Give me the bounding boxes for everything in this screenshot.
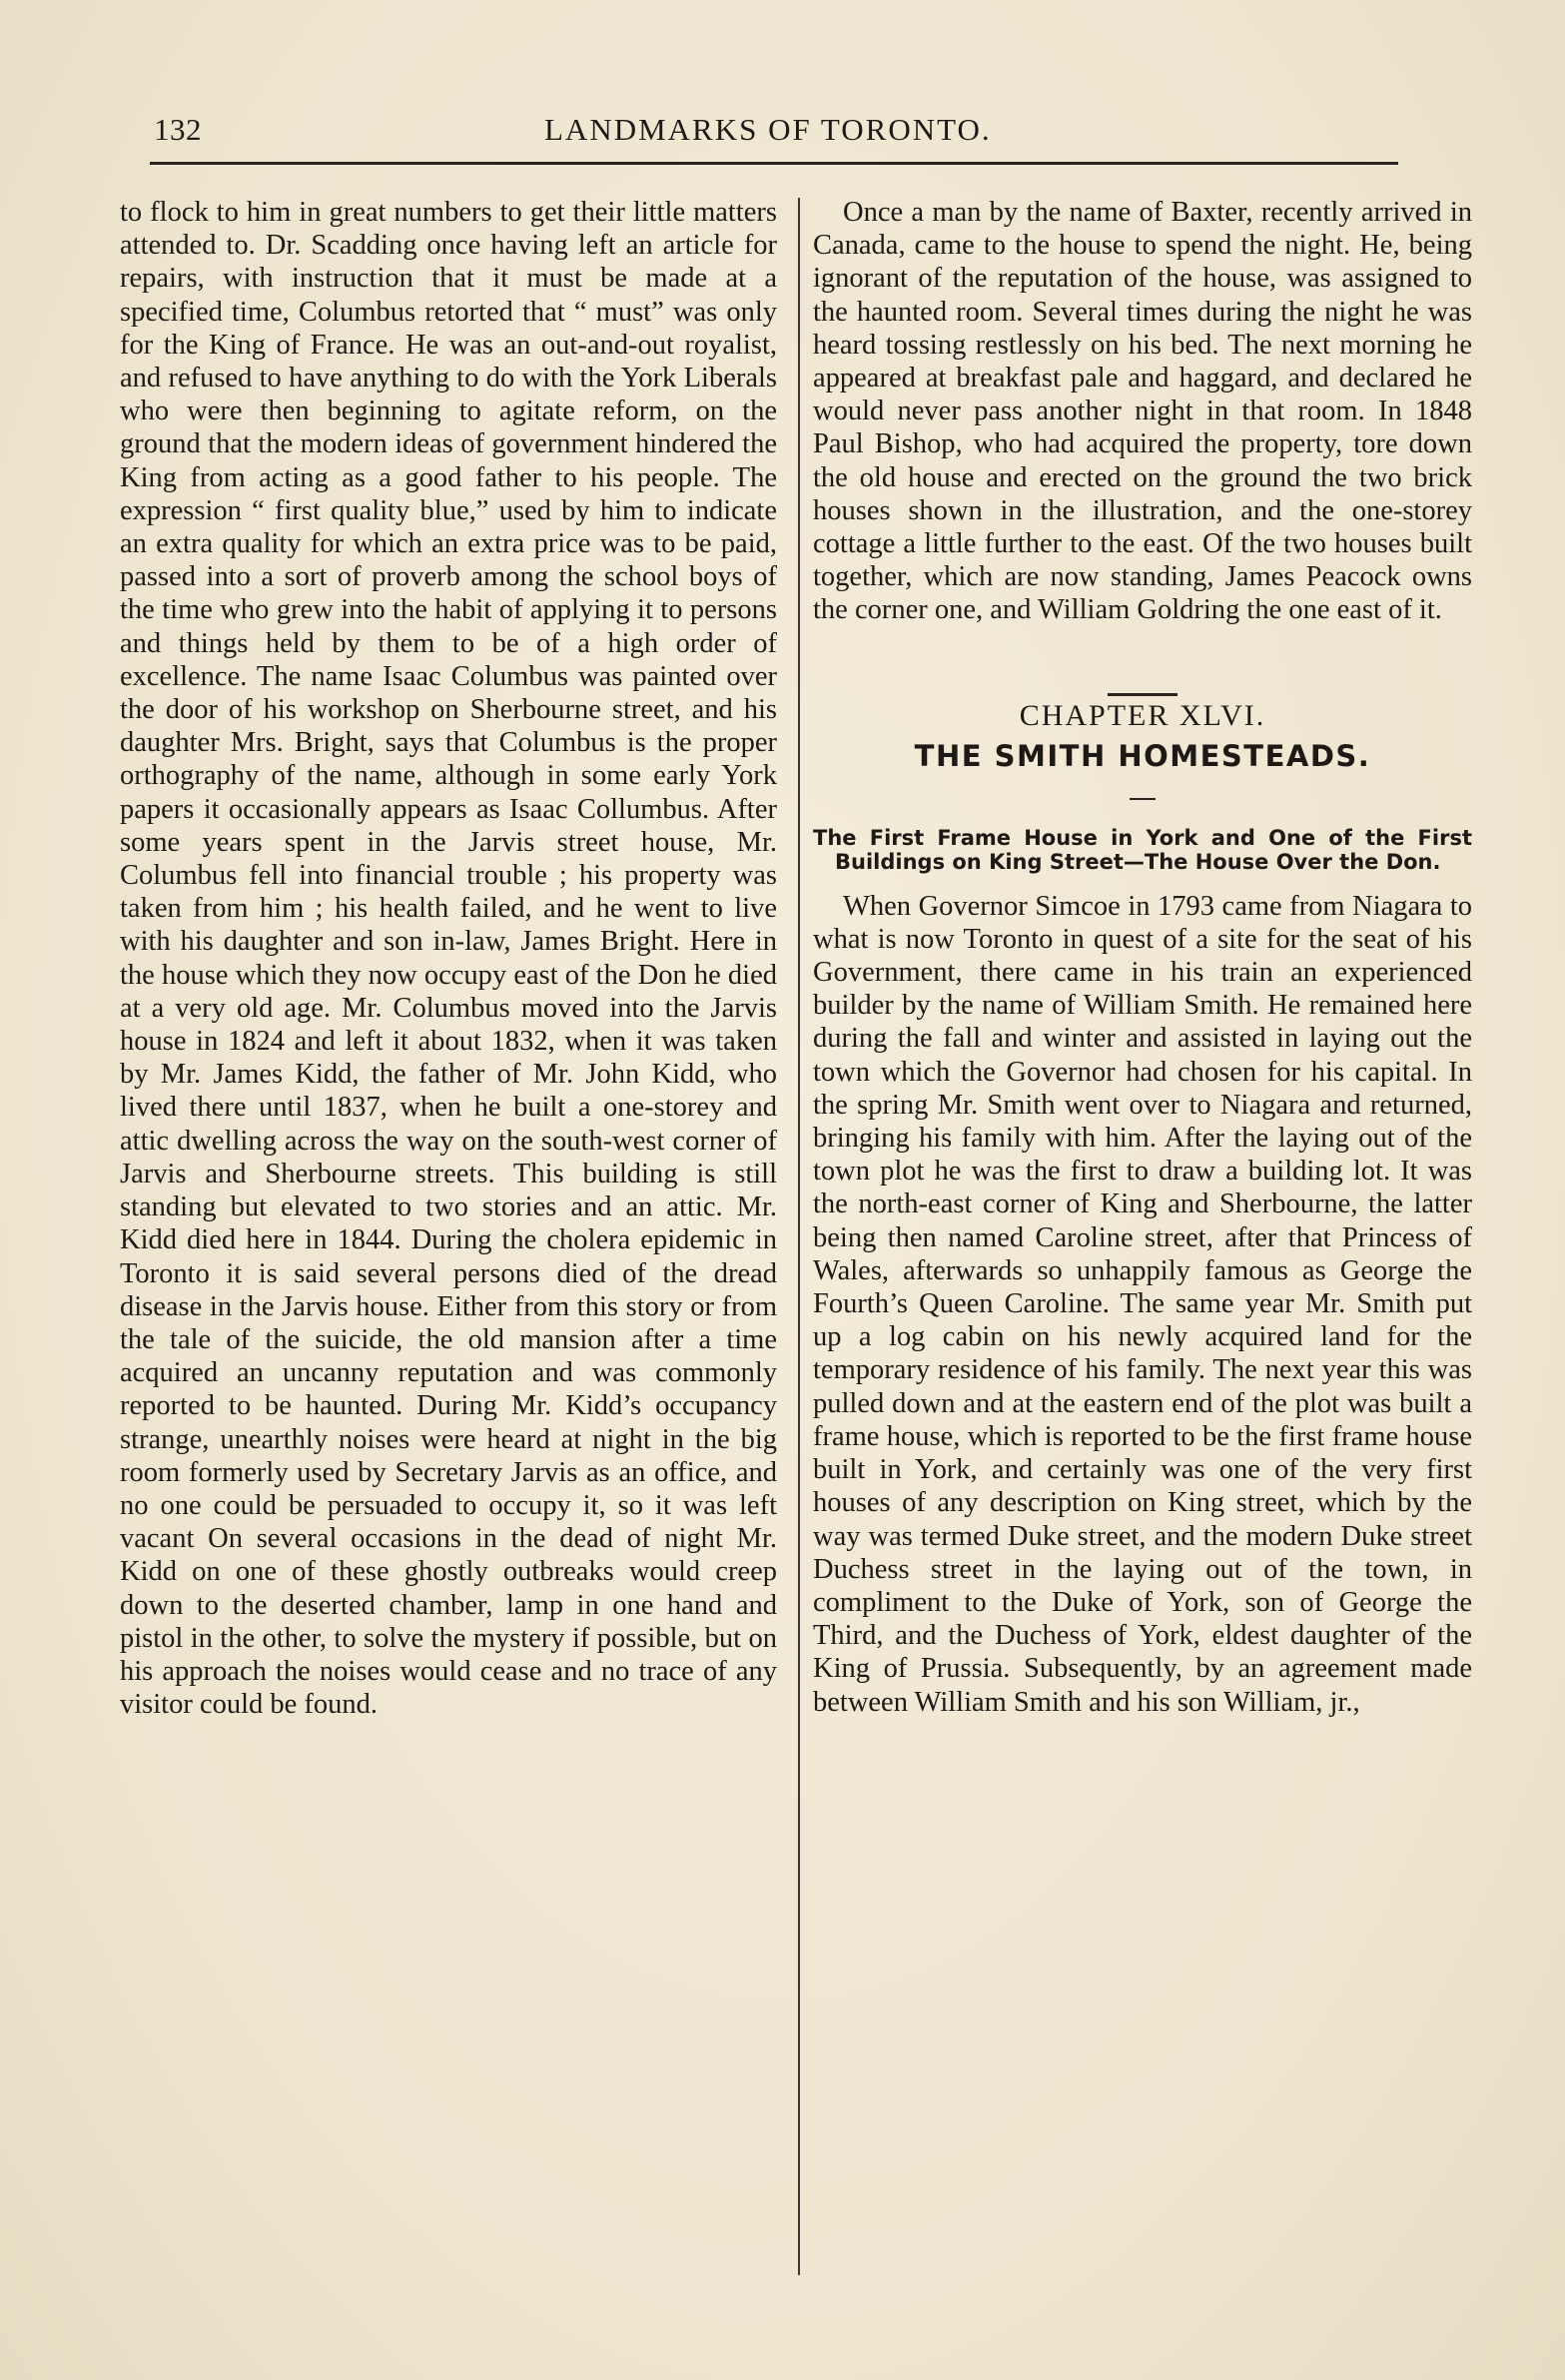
page-number: 132	[154, 112, 202, 147]
page-header	[150, 112, 1398, 162]
header-rule	[150, 162, 1398, 165]
left-paragraph-1: to flock to him in great numbers to get their little matters attended to. Dr. Scadding once having left an article for repairs, with instruction that it must be made at a specified time, Columbus retorted that “ must” was only for the King of France. He was an out-and-out royalist, and refused to have anything to do with the York Liberals who were then beginning to agitate reform, on the ground that the modern ideas of government hindered the King from acting as a good father to his people. The expression “ first quality blue,” used by him to indicate an extra quality for which an extra price was to be paid, passed into a sort of proverb among the school boys of the time who grew into the habit of applying it to persons and things held by them to be of a high order of excellence. The name Isaac Columbus was painted over the door of his workshop on Sherbourne street, and his daughter Mrs. Bright, says that Columbus is the proper orthography of the name, although in some early York papers it occasionally appears as Isaac Collumbus. After some years spent in the Jarvis street house, Mr. Columbus fell into financial trouble ; his property was taken from him ; his health failed, and he went to live with his daughter and son in-law, James Bright. Here in the house which they now occupy east of the Don he died at a very old age. Mr. Columbus moved into the Jarvis house in 1824 and left it about 1832, when it was taken by Mr. James Kidd, the father of Mr. John Kidd, who lived there until 1837, when he built a one-storey and attic dwelling across the way on the south-west corner of Jarvis and Sherbourne streets. This building is still standing but elevated to two stories and an attic. Mr. Kidd died here in 1844. During the cholera epidemic in Toronto it is said several persons died of the dread disease in the Jarvis house. Either from this story or from the tale of the suicide, the old mansion after a time acquired an uncanny reputation and was commonly reported to be haunted. During Mr. Kidd’s occupancy strange, unearthly noises were heard at night in the big room formerly used by Secretary Jarvis as an office, and no one could be persuaded to occupy it, so it was left vacant On several occasions in the dead of night Mr. Kidd on one of these ghostly outbreaks would creep down to the deserted chamber, lamp in one hand and pistol in the other, to solve the mystery if possible, but on his approach the noises would cease and no trace of any visitor could be found.	[120, 197, 777, 1721]
right-paragraph-2: When Governor Simcoe in 1793 came from Niagara to what is now Toronto in quest of a site for the seat of his Government, there came in his train an experienced builder by the name of William Smith. He remained here during the fall and winter and assisted in laying out the town which the Governor had chosen for his capital. In the spring Mr. Smith went over to Niagara and returned, bringing his family with him. After the laying out of the town plot he was the first to draw a building lot. It was the north-east corner of King and Sherbourne, the latter being then named Caroline street, after that Princess of Wales, afterwards so unhappily famous as George the Fourth’s Queen Caroline. The same year Mr. Smith put up a log cabin on his newly acquired land for the temporary residence of his family. The next year this was pulled down and at the eastern end of the plot was built a frame house, which is reported to be the first frame house built in York, and certainly was one of the very first houses of any description on King street, which by the way was termed Duke street, and the modern Duke street Duchess street in the laying out of the town, in compliment to the Duke of York, son of George the Third, and the Duchess of York, eldest daughter of the King of Prussia. Subsequently, by an agreement made between William Smith and his son William, jr.,	[813, 890, 1472, 1718]
running-title: LANDMARKS OF TORONTO.	[544, 112, 992, 147]
right-column	[813, 196, 1472, 1719]
right-paragraph-1: Once a man by the name of Baxter, recently arrived in Canada, came to the house to spend the night. He, being ignorant of the reputation of the house, was assigned to the haunted room. Several times during the night he was heard tossing restlessly on his bed. The next morning he appeared at breakfast pale and haggard, and declared he would never pass another night in that room. In 1848 Paul Bishop, who had acquired the property, tore down the old house and erected on the ground the two brick houses shown in the illustration, and the one-storey cottage a little further to the east. Of the two houses built together, which are now standing, James Peacock owns the corner one, and William Goldring the one east of it.	[813, 197, 1472, 626]
column-divider	[798, 198, 800, 2275]
chapter-number: CHAPTER XLVI.	[1019, 698, 1266, 732]
left-column	[120, 196, 777, 1721]
chapter-summary: The First Frame House in York and One of the First Buildings on King Street—The House Over the Don.	[813, 825, 1472, 874]
chapter-title: THE SMITH HOMESTEADS.	[914, 738, 1371, 773]
chapter-title-rule	[1130, 798, 1156, 800]
